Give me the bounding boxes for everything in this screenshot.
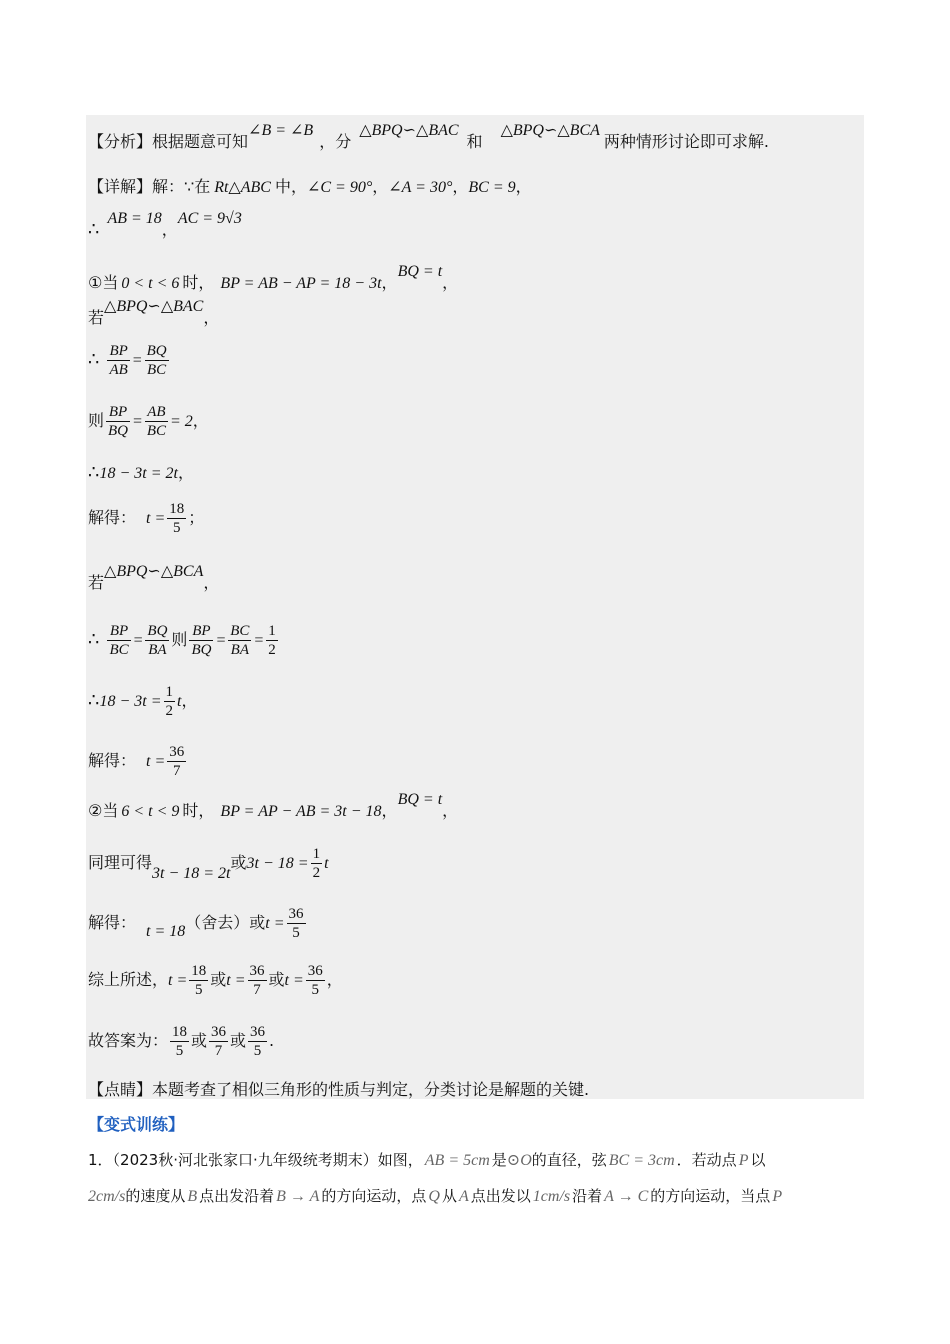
same-reasoning: 同理可得3t − 18 = 2t或3t − 18 = $\frac{1}{2}$ t <box>88 846 329 882</box>
solution-2: 解得： t = $\frac{36}{7}$ <box>88 744 185 779</box>
problem-line-2: 2cm/s的速度从 B 点出发沿着 B → A 的方向运动，点 Q 从 A 点出发以 1cm/s 沿着 A → C 的方向运动，当点 P <box>88 1187 783 1205</box>
variant-heading: 【变式训练】 <box>88 1115 185 1134</box>
problem-line-1: 1．（2023秋·河北张家口·九年级统考期末）如图， AB = 5cm 是⊙O的直径，弦 BC = 3cm ．若动点 P 以 <box>88 1151 766 1169</box>
comment-tag: 【点睛】 <box>88 1080 153 1099</box>
analysis-tag: 【分析】 <box>88 132 153 151</box>
analysis-line: 【分析】根据题意可知∠B = ∠B，分△BPQ∽△BAC和△BPQ∽△BCA两种情形讨论即可求解. <box>88 122 769 151</box>
solution-panel <box>86 115 864 1099</box>
if-similar-bca: 若△BPQ∽△BCA， <box>88 563 220 592</box>
ratio-line-3: ∴ $\frac{BP}{BC}$ = $\frac{BQ}{BA}$ 则 $\frac{BP}{BQ}$ = $\frac{BC}{BA}$ = $\frac{1}{2}$ <box>88 623 276 658</box>
answer-line: 故答案为： $\frac{18}{5}$ 或 $\frac{36}{7}$ 或 $\frac{36}{5}$ . <box>88 1024 275 1059</box>
comment-line: 【点睛】本题考查了相似三角形的性质与判定，分类讨论是解题的关键. <box>88 1080 590 1099</box>
if-similar-bac: 若△BPQ∽△BAC， <box>88 298 220 327</box>
equation-1: ∴18 − 3t = 2t， <box>88 462 194 483</box>
therefore-ab: ∴AB = 18，AC = 9√3 <box>88 210 242 240</box>
detail-line: 【详解】解：∵在 Rt△ABC 中，∠C = 90°，∠A = 30°，BC = 9， <box>88 177 532 196</box>
equation-2: ∴18 − 3t = $\frac{1}{2}$ t， <box>88 684 198 719</box>
summary-line: 综上所述，t = $\frac{18}{5}$ 或t = $\frac{36}{7}$ 或t = $\frac{36}{5}$ ， <box>88 963 343 998</box>
solution-1: 解得： t = $\frac{18}{5}$ ； <box>88 501 205 536</box>
ratio-line-1: ∴ $\frac{BP}{AB}$ = $\frac{BQ}{BC}$ <box>88 343 167 378</box>
ratio-line-2: 则 $\frac{BP}{BQ}$ = $\frac{AB}{BC}$ = 2， <box>88 404 209 439</box>
detail-tag: 【详解】 <box>88 177 153 196</box>
case1-line: ①当 0 < t < 6 时， BP = AB − AP = 18 − 3t，BQ = t， <box>88 263 459 292</box>
solution-3: 解得： t = 18（舍去）或t = $\frac{36}{5}$ <box>88 906 304 941</box>
case2-line: ②当 6 < t < 9 时， BP = AP − AB = 3t − 18，BQ = t， <box>88 791 459 820</box>
